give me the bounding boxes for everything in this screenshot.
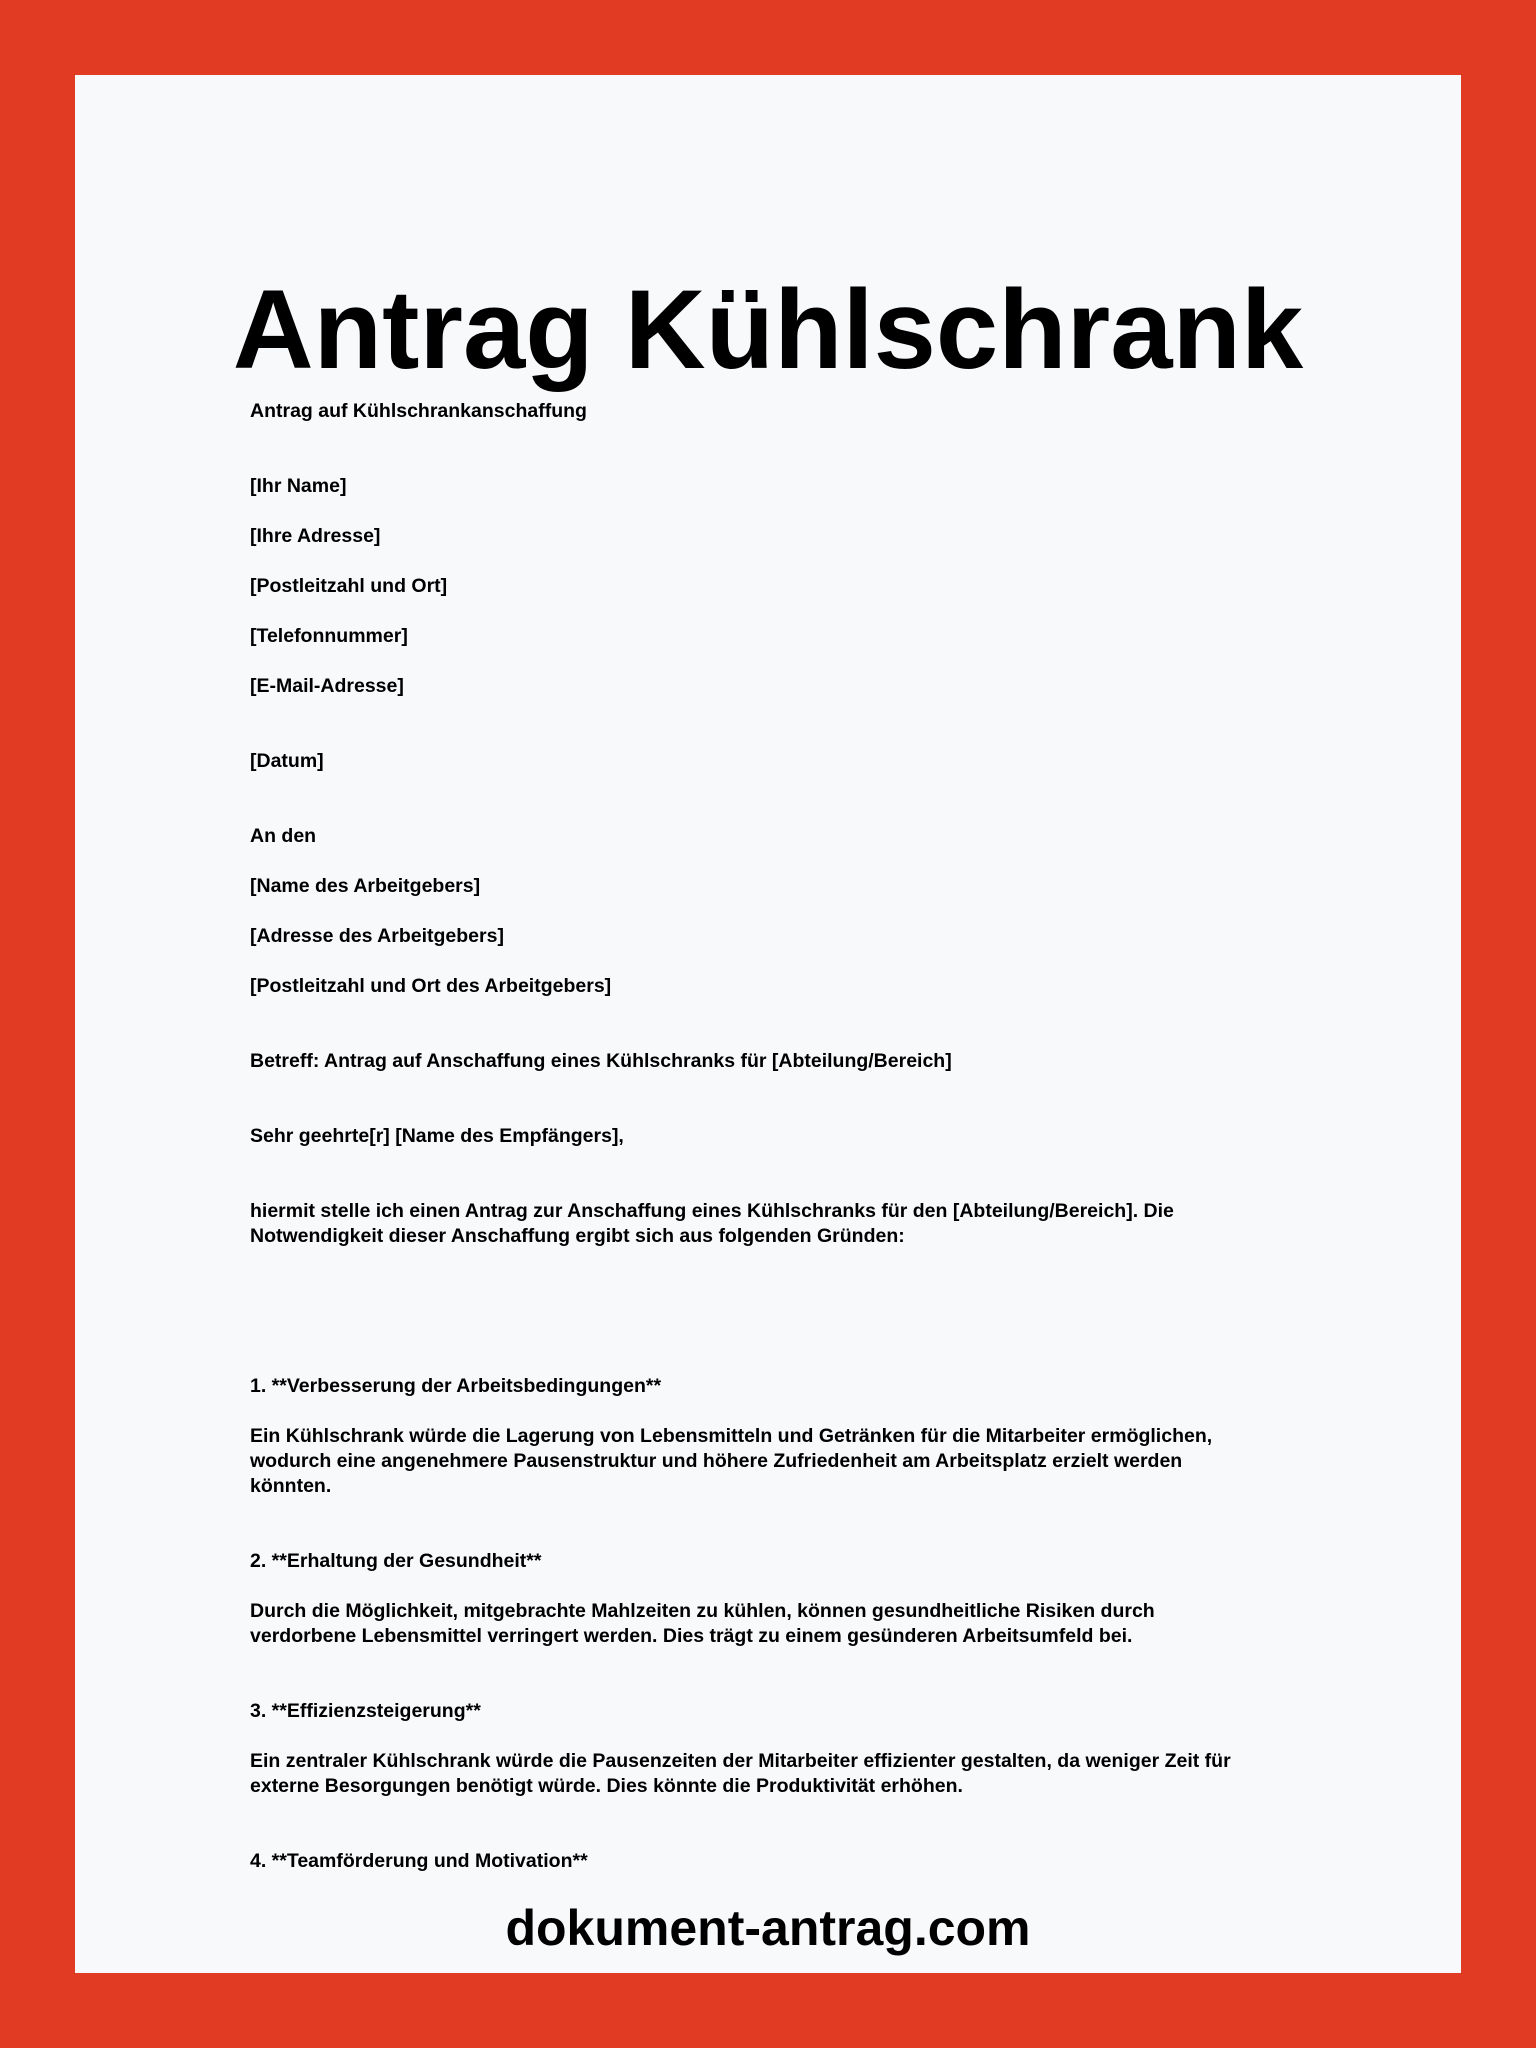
reason-line: könnten. [250,1475,332,1497]
sender-city: [Postleitzahl und Ort] [250,575,448,597]
sender-phone: [Telefonnummer] [250,625,408,647]
reason-text-2 [250,1599,1290,1649]
recipient-city: [Postleitzahl und Ort des Arbeitgebers] [250,975,612,997]
reason-heading-1: 1. **Verbesserung der Arbeitsbedingungen** [250,1375,662,1397]
reason-heading-4: 4. **Teamförderung und Motivation** [250,1850,588,1872]
letter-date: [Datum] [250,750,324,772]
reason-text-1 [250,1424,1290,1499]
site-watermark: dokument-antrag.com [505,1900,1031,1956]
reason-line: Durch die Möglichkeit, mitgebrachte Mahlzeiten zu kühlen, können gesundheitliche Risiken durch [250,1600,1155,1622]
reason-line: wodurch eine angenehmere Pausenstruktur und höhere Zufriedenheit am Arbeitsplatz erzielt werden [250,1450,1183,1472]
intro-paragraph [250,1199,1290,1249]
reason-line: Ein Kühlschrank würde die Lagerung von Lebensmitteln und Getränken für die Mitarbeiter ermöglichen, [250,1425,1213,1447]
sender-address: [Ihre Adresse] [250,525,381,547]
document-title: Antrag Kühlschrank [232,267,1304,392]
reason-line: Ein zentraler Kühlschrank würde die Pausenzeiten der Mitarbeiter effizienter gestalten, da weniger Zeit für [250,1750,1231,1772]
letter-subject: Betreff: Antrag auf Anschaffung eines Kühlschranks für [Abteilung/Bereich] [250,1050,952,1072]
intro-line: Notwendigkeit dieser Anschaffung ergibt sich aus folgenden Gründen: [250,1225,905,1247]
intro-line: hiermit stelle ich einen Antrag zur Anschaffung eines Kühlschranks für den [Abteilung/Bereich]. Die [250,1200,1174,1222]
reason-heading-3: 3. **Effizienzsteigerung** [250,1700,481,1722]
recipient-name: [Name des Arbeitgebers] [250,875,481,897]
reason-heading-2: 2. **Erhaltung der Gesundheit** [250,1550,542,1572]
sender-email: [E-Mail-Adresse] [250,675,404,697]
letter-greeting: Sehr geehrte[r] [Name des Empfängers], [250,1125,624,1147]
letter-heading: Antrag auf Kühlschrankanschaffung [250,400,587,422]
reason-line: externe Besorgungen benötigt würde. Dies könnte die Produktivität erhöhen. [250,1775,963,1797]
reason-text-3 [250,1749,1290,1799]
recipient-address: [Adresse des Arbeitgebers] [250,925,504,947]
sender-name: [Ihr Name] [250,475,347,497]
document-page [75,75,1461,1973]
reason-line: verdorbene Lebensmittel verringert werden. Dies trägt zu einem gesünderen Arbeitsumfeld bei. [250,1625,1133,1647]
recipient-to: An den [250,825,317,847]
